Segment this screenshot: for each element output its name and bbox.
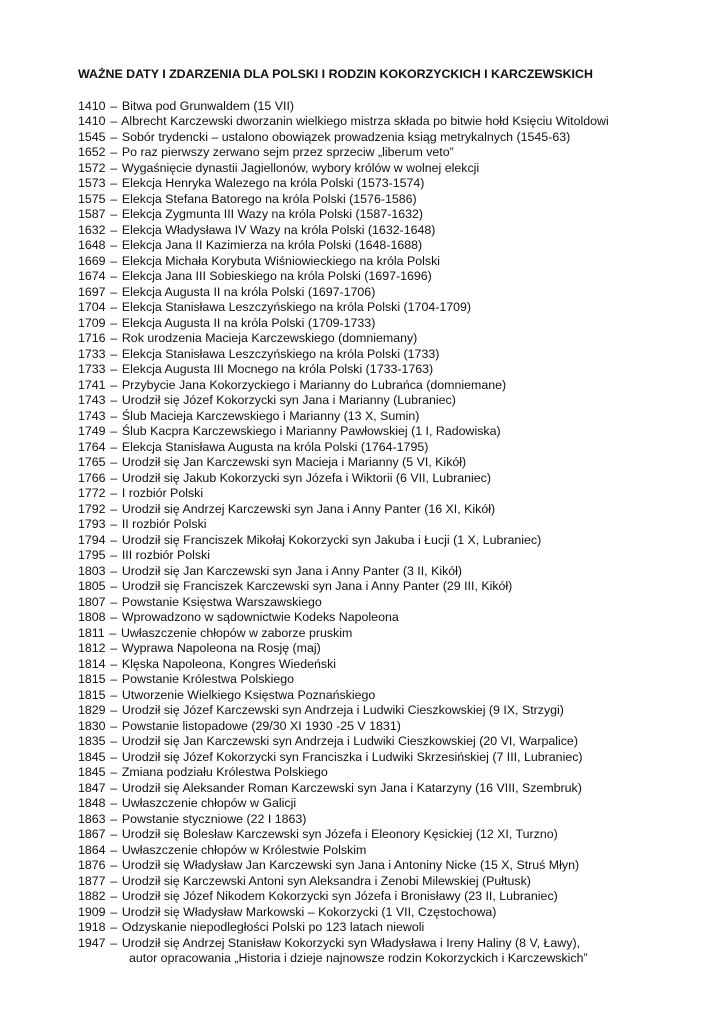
timeline-entry — [78, 564, 609, 580]
entry-text: I rozbiór Polski — [121, 486, 204, 500]
timeline-entry — [78, 920, 609, 936]
entry-year: 1795 — [78, 548, 106, 562]
entry-year: 1882 — [78, 889, 106, 903]
timeline-entry — [78, 192, 609, 208]
entry-year: 1674 — [78, 269, 106, 283]
entry-separator: – — [110, 780, 118, 795]
entry-year: 1845 — [78, 749, 106, 764]
entry-year: 1573 — [78, 176, 106, 190]
entry-year: 1792 — [78, 501, 106, 516]
entry-year: 1545 — [78, 129, 106, 144]
entry-year: 1587 — [78, 207, 106, 221]
timeline-entry — [78, 874, 609, 890]
entry-text: Urodził się Jan Karczewski syn Jana i Anny Panter (3 II, Kikół) — [121, 563, 463, 578]
entry-text: Urodził się Andrzej Stanisław Kokorzycki syn Władysława i Ireny Haliny (8 V, Ławy), — [121, 935, 581, 950]
entry-separator: – — [110, 594, 118, 609]
entry-separator: – — [110, 889, 118, 903]
entry-separator: – — [110, 796, 118, 810]
timeline-entry — [78, 595, 609, 611]
entry-text: II rozbiór Polski — [121, 517, 207, 531]
timeline-entry — [78, 626, 609, 642]
entry-year: 1847 — [78, 780, 106, 795]
entry-text: Wprowadzono w sądownictwie Kodeks Napoleona — [121, 610, 399, 624]
entry-text: Elekcja Stanisława Leszczyńskiego na króla Polski (1733) — [121, 346, 440, 361]
entry-text: Elekcja Augusta III Mocnego na króla Polski (1733-1763) — [121, 362, 434, 376]
entry-separator: – — [110, 904, 118, 919]
timeline-entry — [78, 688, 609, 704]
entry-text: III rozbiór Polski — [121, 548, 210, 562]
timeline-entry — [78, 858, 609, 874]
entry-year: 1697 — [78, 284, 106, 299]
entry-year: 1669 — [78, 253, 106, 268]
entry-year: 1835 — [78, 734, 106, 748]
timeline-entry — [78, 378, 609, 394]
timeline-entry — [78, 827, 609, 843]
entry-year: 1909 — [78, 904, 106, 919]
entry-separator: – — [110, 160, 118, 175]
entry-separator: – — [110, 703, 118, 717]
timeline-entry — [78, 316, 609, 332]
entry-text: Albrecht Karczewski dworzanin wielkiego mistrza składa po bitwie hołd Księciu Witoldowi — [121, 114, 609, 128]
entry-separator: – — [110, 656, 118, 671]
timeline-entry — [78, 502, 609, 518]
timeline-entry — [78, 548, 609, 564]
entry-year: 1864 — [78, 842, 106, 857]
entry-text: Urodził się Jan Karczewski syn Macieja i Marianny (5 VI, Kikół) — [121, 455, 467, 469]
timeline-entry — [78, 347, 609, 363]
entry-separator: – — [110, 331, 118, 345]
entry-year: 1704 — [78, 300, 106, 314]
timeline-entry — [78, 750, 609, 766]
timeline-entry — [78, 130, 609, 146]
timeline-entry — [78, 424, 609, 440]
entry-separator: – — [110, 377, 118, 392]
entry-separator: – — [110, 129, 118, 144]
entry-text: Elekcja Stefana Batorego na króla Polski (1576-1586) — [121, 191, 417, 206]
entry-text: Ślub Kacpra Karczewskiego i Marianny Pawłowskiej (1 I, Radowiska) — [121, 424, 501, 438]
timeline-entry — [78, 657, 609, 673]
timeline-entry — [78, 672, 609, 688]
entry-separator: – — [110, 532, 118, 547]
timeline-entry — [78, 812, 609, 828]
timeline-entry — [78, 300, 609, 316]
entry-separator: – — [110, 114, 118, 128]
timeline-entry — [78, 285, 609, 301]
entry-text: Elekcja Jana II Kazimierza na króla Polski (1648-1688) — [121, 238, 423, 252]
timeline-entry — [78, 905, 609, 921]
entry-separator: – — [110, 920, 118, 934]
timeline-entry — [78, 579, 609, 595]
timeline-entry — [78, 703, 609, 719]
timeline-entry — [78, 719, 609, 735]
timeline-entry — [78, 393, 609, 409]
entry-text: Elekcja Michała Korybuta Wiśniowieckiego na króla Polski — [121, 253, 441, 268]
entry-year: 1863 — [78, 811, 106, 826]
entry-text: Uwłaszczenie chłopów w Królestwie Polskim — [121, 842, 367, 857]
entry-year: 1575 — [78, 191, 106, 206]
timeline-entry — [78, 889, 609, 905]
entry-year: 1805 — [78, 579, 106, 593]
entry-year: 1793 — [78, 517, 106, 531]
entry-separator: – — [110, 858, 118, 872]
timeline-entry — [78, 269, 609, 285]
entry-separator: – — [110, 672, 118, 686]
timeline-entry — [78, 99, 609, 115]
entry-separator: – — [110, 842, 118, 857]
entry-separator: – — [110, 284, 118, 299]
entry-text: Uwłaszczenie chłopów w Galicji — [121, 796, 297, 810]
entry-text: Urodził się Jakub Kokorzycki syn Józefa i Wiktorii (6 VII, Lubraniec) — [121, 470, 491, 485]
entry-year: 1807 — [78, 594, 106, 609]
entry-separator: – — [110, 548, 118, 562]
entry-separator: – — [110, 641, 118, 655]
entry-text: Urodził się Józef Karczewski syn Andrzeja i Ludwiki Cieszkowskiej (9 IX, Strzygi) — [121, 703, 564, 717]
entry-text: Elekcja Jana III Sobieskiego na króla Polski (1697-1696) — [121, 269, 432, 283]
entry-text: Urodził się Władysław Markowski – Kokorzycki (1 VII, Częstochowa) — [121, 904, 497, 919]
entry-separator: – — [110, 579, 118, 593]
entry-separator: – — [110, 734, 118, 748]
timeline-entry — [78, 238, 609, 254]
entry-year: 1811 — [78, 625, 105, 640]
timeline-entry — [78, 254, 609, 270]
entry-separator: – — [110, 517, 118, 531]
entry-text: Bitwa pod Grunwaldem (15 VII) — [121, 98, 295, 113]
timeline-entry — [78, 362, 609, 378]
entry-year: 1845 — [78, 765, 106, 779]
entry-separator: – — [110, 362, 118, 376]
entry-text: Ślub Macieja Karczewskiego i Marianny (13 X, Sumin) — [121, 408, 420, 423]
entry-separator: – — [110, 827, 118, 841]
entry-text: Powstanie listopadowe (29/30 XI 1930 -25 V 1831) — [121, 718, 401, 733]
entry-text: Wyprawa Napoleona na Rosję (maj) — [121, 641, 321, 655]
entry-text: Urodził się Franciszek Karczewski syn Jana i Anny Panter (29 III, Kikół) — [121, 579, 513, 593]
entry-separator: – — [110, 315, 118, 330]
entry-year: 1733 — [78, 362, 106, 376]
entry-year: 1830 — [78, 718, 106, 733]
entry-separator: – — [110, 439, 118, 454]
entry-separator: – — [110, 563, 118, 578]
timeline-entry — [78, 936, 609, 952]
entry-year: 1876 — [78, 858, 106, 872]
entry-text: Sobór trydencki – ustalono obowiązek prowadzenia ksiąg metrykalnych (1545-63) — [121, 129, 571, 144]
entry-year: 1867 — [78, 827, 106, 841]
entry-year: 1918 — [78, 920, 106, 934]
entry-text: Urodził się Władysław Jan Karczewski syn Jana i Antoniny Nicke (15 X, Struś Młyn) — [121, 858, 580, 872]
entry-separator: – — [110, 269, 118, 283]
entry-separator: – — [110, 98, 118, 113]
entry-text: Odzyskanie niepodległości Polski po 123 latach niewoli — [121, 920, 425, 934]
entry-text: Klęska Napoleona, Kongres Wiedeński — [121, 656, 337, 671]
entry-separator: – — [110, 470, 118, 485]
timeline-entry — [78, 455, 609, 471]
document-title: WAŻNE DATY I ZDARZENIA DLA POLSKI I RODZIN KOKORZYCKICH I KARCZEWSKICH — [78, 67, 593, 81]
entry-separator: – — [110, 811, 118, 826]
entry-text: Elekcja Stanisława Leszczyńskiego na króla Polski (1704-1709) — [121, 300, 472, 314]
entry-separator: – — [110, 253, 118, 268]
entry-text: Zmiana podziału Królestwa Polskiego — [121, 765, 328, 779]
timeline-entry — [78, 734, 609, 750]
entry-text: Urodził się Bolesław Karczewski syn Józefa i Eleonory Kęsickiej (12 XI, Turzno) — [121, 827, 558, 841]
entry-separator: – — [110, 455, 118, 469]
entry-separator: – — [110, 145, 118, 159]
entry-text: Urodził się Józef Nikodem Kokorzycki syn Józefa i Bronisławy (23 II, Lubraniec) — [121, 889, 558, 903]
entry-separator: – — [110, 346, 118, 361]
entry-text: Urodził się Andrzej Karczewski syn Jana i Anny Panter (16 XI, Kikół) — [121, 501, 496, 516]
entry-separator: – — [110, 300, 118, 314]
entry-separator: – — [110, 393, 118, 407]
entry-separator: – — [110, 610, 118, 624]
entry-text: Powstanie styczniowe (22 I 1863) — [121, 811, 307, 826]
entry-year: 1766 — [78, 470, 106, 485]
entry-text: Elekcja Augusta II na króla Polski (1709-1733) — [121, 315, 376, 330]
entry-text: Elekcja Stanisława Augusta na króla Polski (1764-1795) — [121, 439, 429, 454]
entry-text: Uwłaszczenie chłopów w zaborze pruskim — [120, 625, 353, 640]
entry-separator: – — [110, 501, 118, 516]
entry-year: 1765 — [78, 455, 106, 469]
entry-text: Powstanie Królestwa Polskiego — [121, 672, 295, 686]
entry-separator: – — [110, 765, 118, 779]
timeline-entry — [78, 176, 609, 192]
timeline-entry — [78, 440, 609, 456]
timeline-entry — [78, 796, 609, 812]
entry-separator: – — [110, 873, 118, 888]
entry-separator: – — [110, 207, 118, 221]
timeline-entry — [78, 161, 609, 177]
entry-year: 1410 — [78, 98, 106, 113]
entry-separator: – — [110, 486, 118, 500]
timeline-entry — [78, 641, 609, 657]
entry-year: 1749 — [78, 424, 106, 438]
timeline-entry — [78, 486, 609, 502]
entry-text: Elekcja Władysława IV Wazy na króla Polski (1632-1648) — [121, 222, 436, 237]
entry-year: 1815 — [78, 687, 106, 702]
entry-separator: – — [110, 749, 118, 764]
entry-year: 1733 — [78, 346, 106, 361]
timeline-entry — [78, 765, 609, 781]
entry-text: Elekcja Augusta II na króla Polski (1697-1706) — [121, 284, 376, 299]
entry-separator: – — [110, 222, 118, 237]
entry-year: 1772 — [78, 486, 106, 500]
entry-text: Elekcja Zygmunta III Wazy na króla Polski (1587-1632) — [121, 207, 424, 221]
entry-text: Urodził się Józef Kokorzycki syn Franciszka i Ludwiki Skrzesińskiej (7 III, Lubraniec) — [121, 749, 583, 764]
entry-separator: – — [110, 687, 118, 702]
entry-separator: – — [110, 238, 118, 252]
entry-year: 1572 — [78, 160, 106, 175]
entry-year: 1877 — [78, 873, 106, 888]
timeline-entry — [78, 781, 609, 797]
entry-text: Powstanie Księstwa Warszawskiego — [121, 594, 322, 609]
timeline-entry — [78, 207, 609, 223]
entry-year: 1947 — [78, 935, 106, 950]
entry-year: 1648 — [78, 238, 106, 252]
entry-text: Rok urodzenia Macieja Karczewskiego (domniemany) — [121, 331, 418, 345]
entry-year: 1829 — [78, 703, 106, 717]
entry-text: Przybycie Jana Kokorzyckiego i Marianny do Lubrańca (domniemane) — [121, 377, 507, 392]
timeline-entry — [78, 223, 609, 239]
entry-year: 1410 — [78, 114, 106, 128]
entry-separator: – — [110, 176, 118, 190]
entry-separator: – — [109, 625, 117, 640]
entry-year: 1848 — [78, 796, 106, 810]
timeline-entry — [78, 471, 609, 487]
timeline-entry — [78, 533, 609, 549]
entry-year: 1812 — [78, 641, 106, 655]
timeline-list — [78, 99, 609, 967]
entry-text: Utworzenie Wielkiego Księstwa Poznańskiego — [121, 687, 376, 702]
entry-separator: – — [110, 191, 118, 206]
entry-text: Urodził się Jan Karczewski syn Andrzeja i Ludwiki Cieszkowskiej (20 VI, Warpalice) — [121, 734, 578, 748]
entry-year: 1764 — [78, 439, 106, 454]
entry-text: Urodził się Aleksander Roman Karczewski syn Jana i Katarzyny (16 VIII, Szembruk) — [121, 780, 582, 795]
timeline-entry — [78, 610, 609, 626]
timeline-entry — [78, 517, 609, 533]
entry-year: 1794 — [78, 532, 106, 547]
entry-year: 1808 — [78, 610, 106, 624]
entry-separator: – — [110, 408, 118, 423]
entry-separator: – — [110, 424, 118, 438]
timeline-entry — [78, 843, 609, 859]
entry-year: 1716 — [78, 331, 106, 345]
entry-text: Po raz pierwszy zerwano sejm przez sprzeciw „liberum veto” — [121, 145, 454, 159]
entry-text: Wygaśnięcie dynastii Jagiellonów, wybory królów w wolnej elekcji — [121, 160, 480, 175]
entry-separator: – — [110, 935, 118, 950]
entry-year: 1815 — [78, 672, 106, 686]
timeline-entry — [78, 331, 609, 347]
entry-continuation: autor opracowania „Historia i dzieje najnowsze rodzin Kokorzyckich i Karczewskich” — [129, 951, 588, 965]
timeline-entry — [78, 114, 609, 130]
entry-text: Urodził się Karczewski Antoni syn Aleksandra i Zenobi Milewskiej (Pułtusk) — [121, 873, 531, 888]
entry-year: 1743 — [78, 408, 106, 423]
entry-year: 1709 — [78, 315, 106, 330]
entry-year: 1652 — [78, 145, 106, 159]
entry-year: 1632 — [78, 222, 106, 237]
timeline-entry — [78, 145, 609, 161]
entry-year: 1803 — [78, 563, 106, 578]
entry-separator: – — [110, 718, 118, 733]
entry-year: 1743 — [78, 393, 106, 407]
entry-text: Elekcja Henryka Walezego na króla Polski (1573-1574) — [121, 176, 425, 190]
entry-text: Urodził się Józef Kokorzycki syn Jana i Marianny (Lubraniec) — [121, 393, 456, 407]
entry-year: 1741 — [78, 377, 106, 392]
entry-year: 1814 — [78, 656, 106, 671]
timeline-entry — [78, 409, 609, 425]
entry-text: Urodził się Franciszek Mikołaj Kokorzycki syn Jakuba i Łucji (1 X, Lubraniec) — [121, 532, 542, 547]
